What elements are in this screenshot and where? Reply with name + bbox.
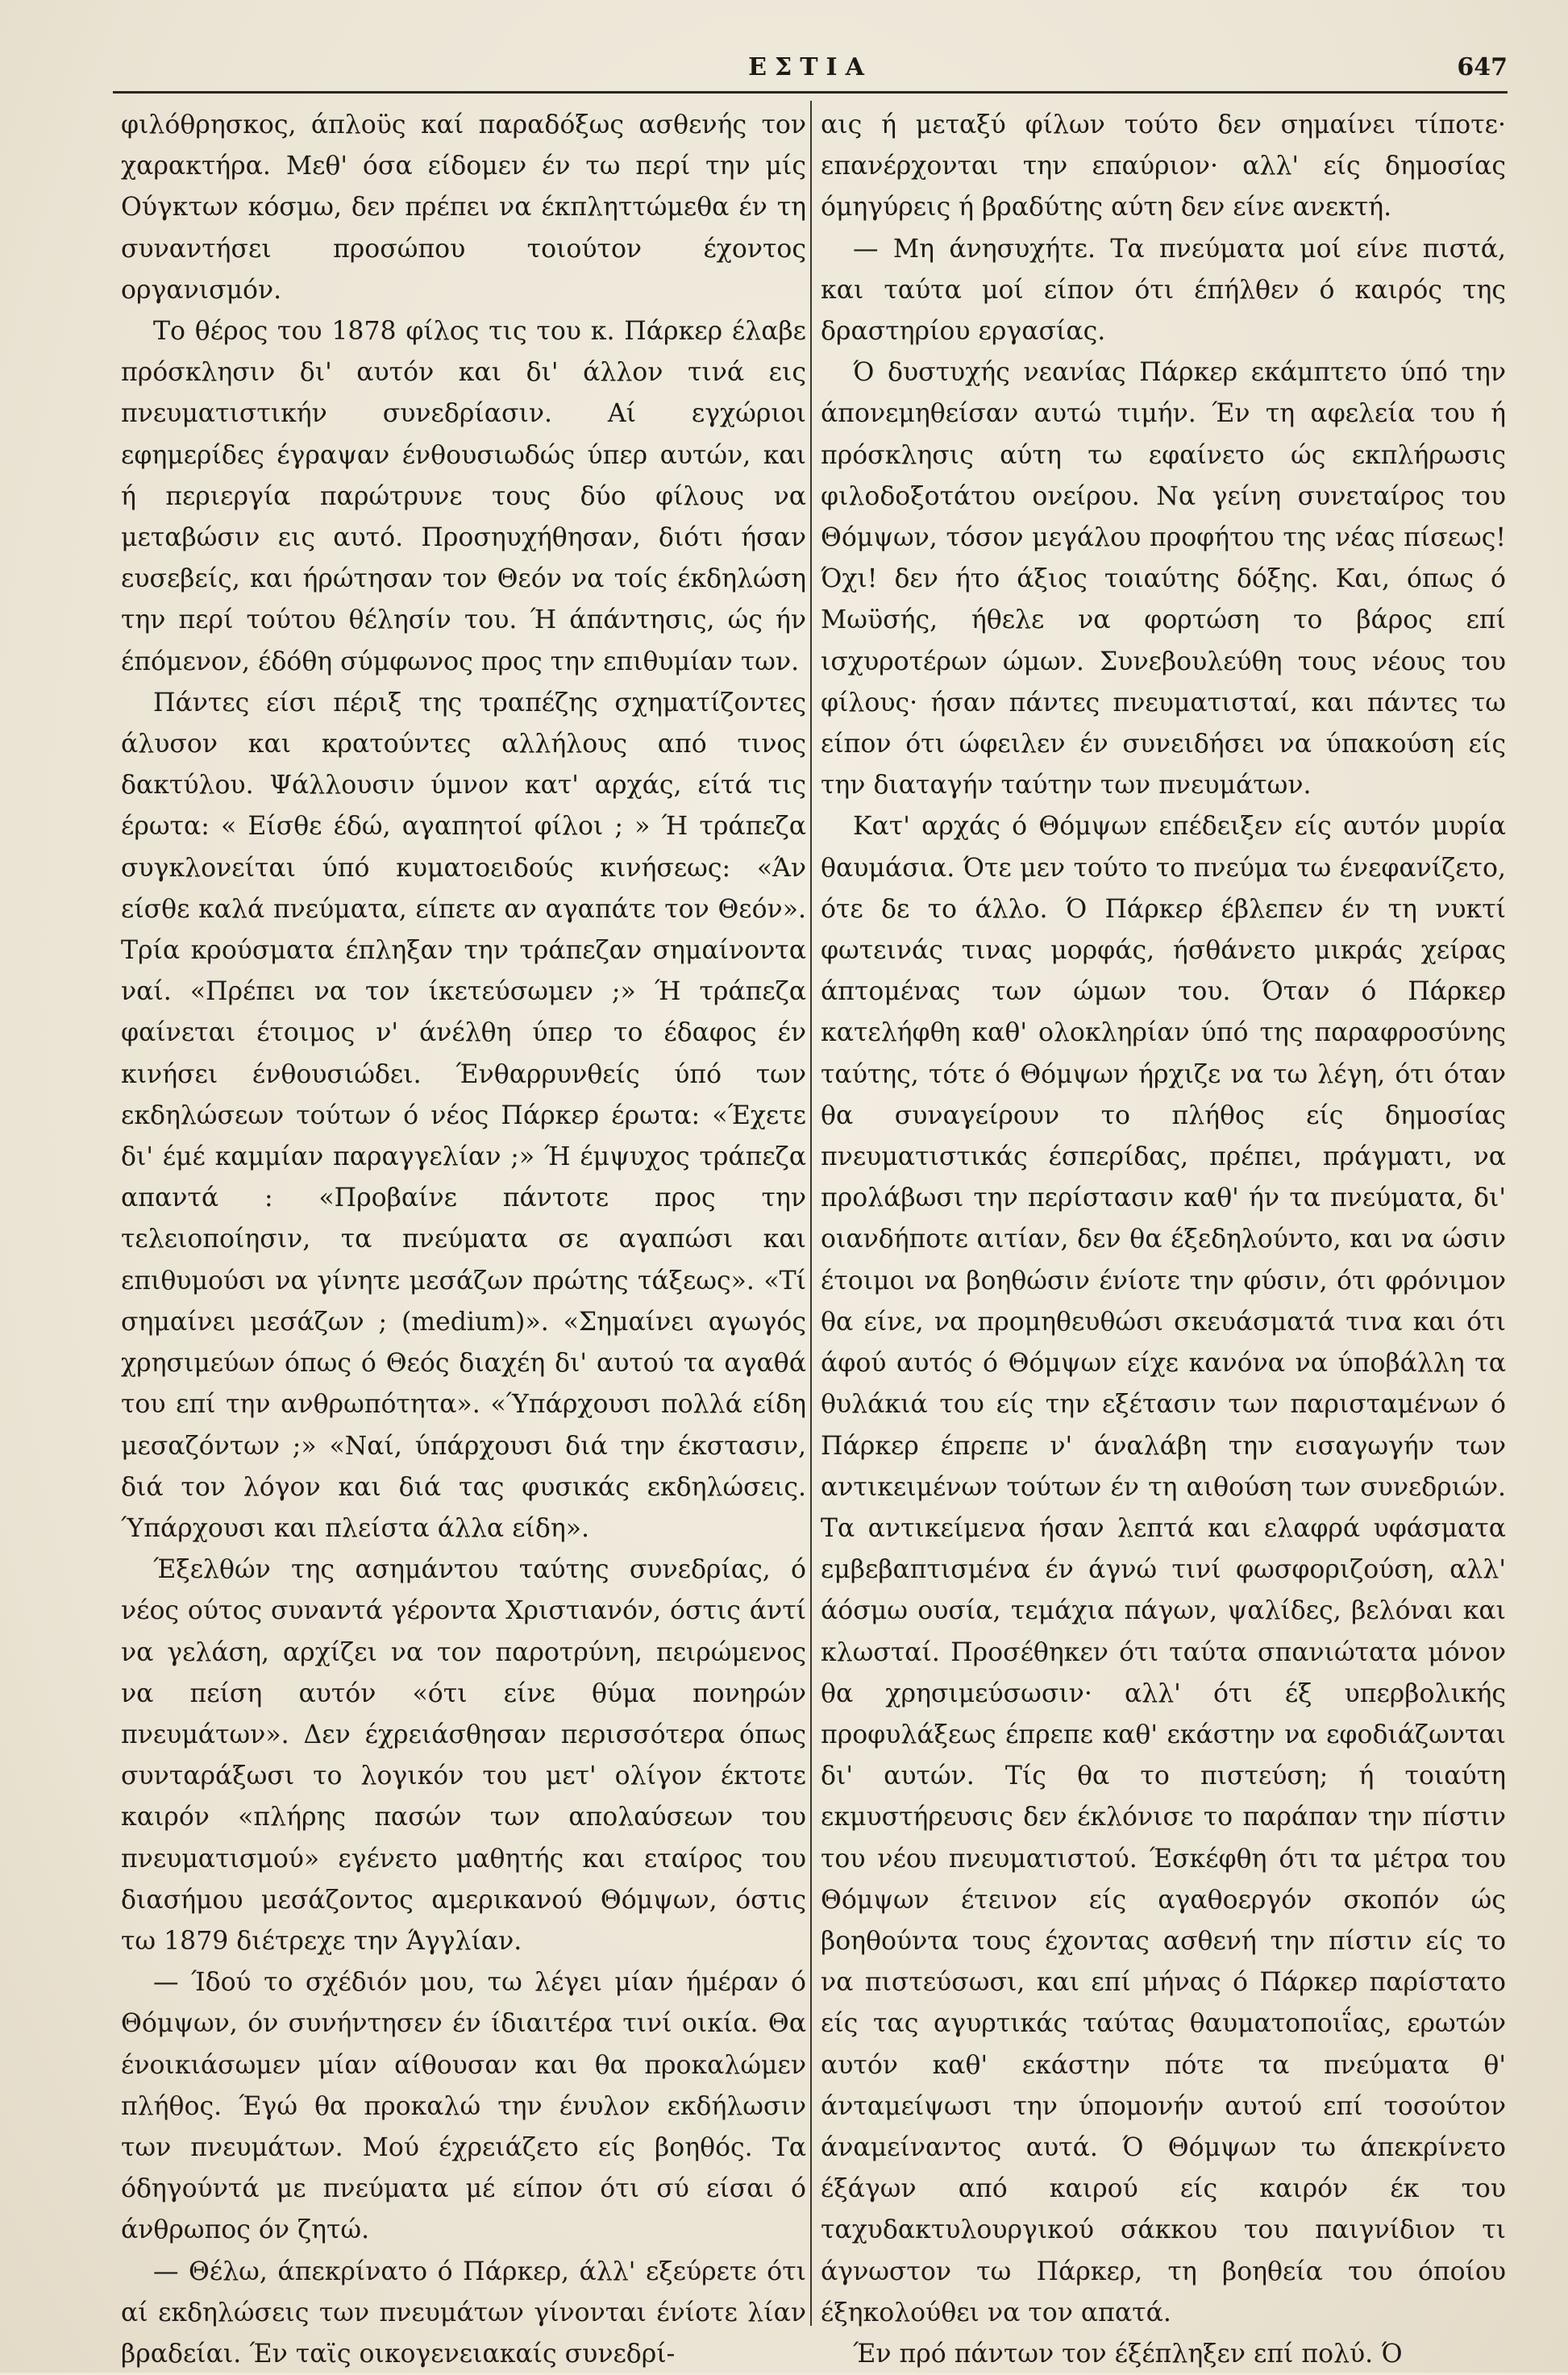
page-number: 647 <box>1457 53 1508 81</box>
paragraph: φιλόθρησκος, άπλοϋς καί παραδόξως ασθενής τον χαρακτήρα. Μεθ' όσα είδομεν έν τω περί την μίς Ούγκτων κόσμω, δεν πρέπει να έκπληττώμεθα έν τη συναντήσει προσώπου τοιούτον έχοντος οργανισμόν. <box>121 110 806 305</box>
left-column <box>121 105 806 2369</box>
right-column <box>821 105 1506 2369</box>
column-divider <box>810 101 812 2326</box>
paragraph: Το θέρος του 1878 φίλος τις του κ. Πάρκερ έλαβε πρόσκλησιν δι' αυτόν και δι' άλλον τινά εις πνευματιστικήν συνεδρίασιν. Αί εγχώριοι εφημερίδες έγραψαν ένθουσιωδώς ύπερ αυτών, και ή περιεργία παρώτρυνε τους δύο φίλους να μεταβώσιν εις αυτό. Προσηυχήθησαν, διότι ήσαν ευσεβείς, και ήρώτησαν τον Θεόν να τοίς έκδηλώση την περί τούτου θέλησίν του. Ή άπάντησις, ώς ήν έπόμενον, έδόθη σύμφωνος προς την επιθυμίαν των. <box>121 317 806 676</box>
paragraph: Έν πρό πάντων τον έξέπληξεν επί πολύ. Ό <box>853 2339 1403 2369</box>
journal-title: ΕΣΤΙΑ <box>748 53 872 81</box>
paragraph: Κατ' αρχάς ό Θόμψων επέδειξεν είς αυτόν μυρία θαυμάσια. Ότε μεν τούτο το πνεύμα τω ένεφανίζετο, ότε δε το άλλο. Ό Πάρκερ έβλεπεν έν τη νυκτί φωτεινάς τινας μορφάς, ήσθάνετο μικράς χείρας άπτομένας των ώμων του. Όταν ό Πάρκερ κατελήφθη καθ' ολοκληρίαν ύπό της παραφροσύνης ταύτης, τότε ό Θόμψων ήρχιζε να τω λέγη, ότι όταν θα συναγείρουν το πλήθος είς δημοσίας πνευματιστικάς έσπερίδας, πρέπει, πράγματι, να προλάβωσι την περίστασιν καθ' ήν τα πνεύματα, δι' οιανδήποτε αιτίαν, δεν θα έξεδηλούντο, και να ώσιν έτοιμοι να βοηθώσιν ένίοτε την φύσιν, ότι φρόνιμον θα είνε, να προμηθευθώσι σκευάσματά τινα και ότι άφού αυτός ό Θόμψων είχε κανόνα να ύποβάλλη τα θυλάκιά του είς την εξέτασιν των παρισταμένων ό Πάρκερ έπρεπε ν' άναλάβη την εισαγωγήν των αντικειμένων τούτων έν τη αιθούση των συνεδριών. Τα αντικείμενα ήσαν λεπτά και ελαφρά υφάσματα εμβεβαπτισμένα έν άγνώ τινί φωσφοριζούση, αλλ' άόσμω ουσία, τεμάχια πάγων, ψαλίδες, βελόναι και κλωσταί. Προσέθηκεν ότι ταύτα σπανιώτατα μόνον θα χρησιμεύσωσιν· αλλ' ότι έξ υπερβολικής προφυλάξεως έπρεπε καθ' εκάστην να εφοδιάζωνται δι' αυτών. Τίς θα το πιστεύση; ή τοιαύτη εκμυστήρευσις δεν έκλόνισε το παράπαν την πίστιν του νέου πνευματιστού. Έσκέφθη ότι τα μέτρα του Θόμψων έτεινον είς αγαθοεργόν σκοπόν ώς βοηθούντα τους έχοντας ασθενή την πίστιν είς το να πιστεύσωσι, και επί μήνας ό Πάρκερ παρίστατο είς τας αγυρτικάς ταύτας θαυματοποιΐας, ερωτών αυτόν καθ' εκάστην πότε τα πνεύματα θ' άνταμείψωσι την ύπομονήν αυτού επί τοσούτον άναμείναντος αυτά. Ό Θόμψων τω άπεκρίνετο έξάγων από καιρού είς καιρόν έκ του ταχυδακτυλουργικού σάκκου του παιγνίδιον τι άγνωστον τω Πάρκερ, τη βοηθεία του όποίου έξηκολούθει να τον απατά. <box>821 812 1506 2327</box>
paragraph: αις ή μεταξύ φίλων τούτο δεν σημαίνει τίποτε· επανέρχονται την επαύριον· αλλ' είς δημοσίας όμηγύρεις ή βραδύτης αύτη δεν είνε ανεκτή. <box>821 110 1506 223</box>
paragraph: Πάντες είσι πέριξ της τραπέζης σχηματίζοντες άλυσον και κρατούντες αλλήλους από τινος δακτύλου. Ψάλλουσιν ύμνον κατ' αρχάς, είτά τις έρωτα: « Είσθε έδώ, αγαπητοί φίλοι ; » Ή τράπεζα συγκλονείται ύπό κυματοειδούς κινήσεως: «Άν είσθε καλά πνεύματα, είπετε αν αγαπάτε τον Θεόν». Τρία κρούσματα έπληξαν την τράπεζαν σημαίνοντα ναί. «Πρέπει να τον ίκετεύσωμεν ;» Ή τράπεζα φαίνεται έτοιμος ν' άνέλθη ύπερ το έδαφος έν κινήσει ένθουσιώδει. Ένθαρρυνθείς ύπό των εκδηλώσεων τούτων ό νέος Πάρκερ έρωτα: «Έχετε δι' έμέ καμμίαν παραγγελίαν ;» Ή έμψυχος τράπεζα απαντά : «Προβαίνε πάντοτε προς την τελειοποίησιν, τα πνεύματα σε αγαπώσι και επιθυμούσι να γίνητε μεσάζων πρώτης τάξεως». «Τί σημαίνει μεσάζων ; (medium)». «Σημαίνει αγωγός χρησιμεύων όπως ό Θεός διαχέη δι' αυτού τα αγαθά του επί την ανθρωπότητα». «Ύπάρχουσι πολλά είδη μεσαζόντων ;» «Ναί, ύπάρχουσι διά την έκστασιν, διά τον λόγον και διά τας φυσικάς εκδηλώσεις. Ύπάρχουσι και πλείστα άλλα είδη». <box>121 688 806 1543</box>
header-rule <box>113 91 1508 94</box>
paragraph: — Μη άνησυχήτε. Τα πνεύματα μοί είνε πιστά, και ταύτα μοί είπον ότι έπήλθεν ό καιρός της δραστηρίου εργασίας. <box>821 234 1506 347</box>
paragraph: — Ίδού το σχέδιόν μου, τω λέγει μίαν ήμέραν ό Θόμψων, όν συνήντησεν έν ίδιαιτέρα τινί οικία. Θα ένοικιάσωμεν μίαν αίθουσαν και θα προκαλώμεν πλήθος. Έγώ θα προκαλώ την ένυλον εκδήλωσιν των πνευμάτων. Μού έχρειάζετο είς βοηθός. Τα όδηγούντά με πνεύματα μέ είπον ότι σύ είσαι ό άνθρωπος όν ζητώ. <box>121 1968 806 2245</box>
paragraph: Έξελθών της ασημάντου ταύτης συνεδρίας, ό νέος ούτος συναντά γέροντα Χριστιανόν, όστις άντί να γελάση, αρχίζει να τον παροτρύνη, πειρώμενος να πείση αυτόν «ότι είνε θύμα πονηρών πνευμάτων». Δεν έχρειάσθησαν περισσότερα όπως συνταράξωσι το λογικόν του μετ' ολίγον έκτοτε καιρόν «πλήρης πασών των απολαύσεων του πνευματισμού» εγένετο μαθητής και εταίρος του διασήμου μεσάζοντος αμερικανού Θόμψων, όστις τω 1879 διέτρεχε την Άγγλίαν. <box>121 1555 806 1956</box>
paragraph: — Θέλω, άπεκρίνατο ό Πάρκερ, άλλ' εξεύρετε ότι αί εκδηλώσεις των πνευμάτων γίνονται ένίοτε λίαν βραδείαι. Έν ταϊς οικογενειακαίς συνεδρί- <box>121 2256 806 2369</box>
paragraph: Ό δυστυχής νεανίας Πάρκερ εκάμπτετο ύπό την άπονεμηθείσαν αυτώ τιμήν. Έν τη αφελεία του ή πρόσκλησις αύτη τω εφαίνετο ώς εκπλήρωσις φιλοδοξοτάτου ονείρου. Να γείνη συνεταίρος του Θόμψων, τόσον μεγάλου προφήτου της νέας πίσεως! Όχι! δεν ήτο άξιος τοιαύτης δόξης. Και, όπως ό Μωϋσής, ήθελε να φορτώση το βάρος επί ισχυροτέρων ώμων. Συνεβουλεύθη τους νέους του φίλους· ήσαν πάντες πνευματισταί, και πάντες τω είπον ότι ώφειλεν έν συνειδήσει να ύπακούση είς την διαταγήν ταύτην των πνευμάτων. <box>821 358 1506 801</box>
running-head <box>113 50 1508 90</box>
